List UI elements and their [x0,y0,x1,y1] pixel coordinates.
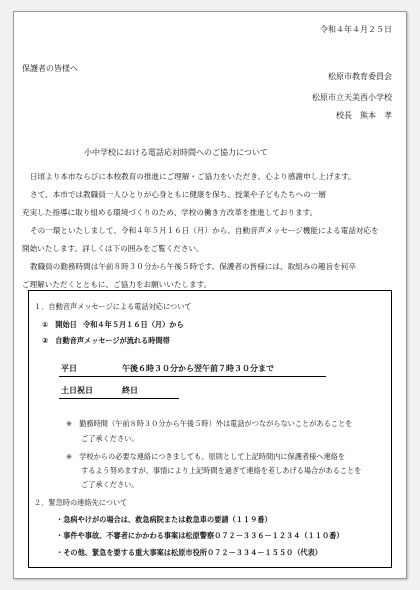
holiday-time: 終日 [122,386,138,395]
holiday-underline [59,398,179,399]
sender-school: 松原市立天美西小学校 [312,93,392,102]
section2-title: ２．緊急時の連絡先について [34,498,128,507]
body-line-5: 開始いたします。詳しくは下の囲みをご覧ください。 [22,244,204,253]
sender-principal: 校長 熊本 孝 [336,111,392,120]
body-line-7: ご理解いただくとともに、ご協力をお願いいたします。 [22,280,212,289]
weekday-underline [59,376,326,377]
emergency-line-1: ・急病やけがの場合は、救急病院または救急車の要請（１１９番） [56,515,272,524]
body-line-4: その一環といたしまして、令和４年５月１６日（月）から、自動音声メッセージ機能による電話対応を [30,226,379,235]
note1-line2: ご了承ください。 [81,434,139,443]
body-line-2: さて、本市では教職員一人ひとりが心身ともに健康を保ち、授業や子どもたちへの一層 [30,190,326,199]
page-title: 小中学校における電話応対時間へのご協力について [84,148,268,157]
body-line-3: 充実した指導に取り組める環境づくりのため、学校の働き方改革を推進しております。 [22,208,318,217]
note2-line1: ※ 学校からの必要な連絡につきましても、原則として上記時間内に保護者様へ連絡を [66,452,346,461]
section1-title: １．自動音声メッセージによる電話対応について [34,302,192,311]
info-box [28,290,392,568]
note1-line1: ※ 勤務時間（午前８時３０分から午後５時）外は電話がつながらないことがあることを [66,419,353,428]
timeslot-heading: ② 自動音声メッセージが流れる時間帯 [42,336,170,345]
start-date-value: 令和４年５月１６日（月）から [83,320,184,329]
body-line-1: 日頃より本市ならびに本校教育の推進にご理解・ご協力をいただき、心より感謝申し上げます。 [30,172,356,181]
note2-line3: ご了承ください。 [81,480,139,489]
weekday-time: 午後６時３０分から翌午前７時３０分まで [122,364,274,373]
notice-document [13,11,407,579]
note2-line2: するよう努めますが、事情により上記時間を過ぎて連絡を差しあげる場合があることを [81,466,362,475]
weekday-label: 平日 [61,364,77,373]
recipient: 保護者の皆様へ [22,64,78,73]
sender-org: 松原市教育委員会 [328,72,392,81]
start-date-label: ① 開始日 [42,320,77,329]
emergency-line-2: ・事件や事故、不審者にかかわる事案は松原警察０７２－３３６－１２３４（１１０番） [56,531,344,540]
issue-date: 令和４年４月２５日 [320,25,392,34]
emergency-line-3: ・その他、緊急を要する重大事案は松原市役所０７２－３３４－１５５０（代表） [56,548,322,557]
body-line-6: 教職員の勤務時間は午前８時３０分から午後５時です。保護者の皆様には、取組みの趣旨を何卒 [30,262,356,271]
holiday-label: 土日祝日 [61,386,93,395]
